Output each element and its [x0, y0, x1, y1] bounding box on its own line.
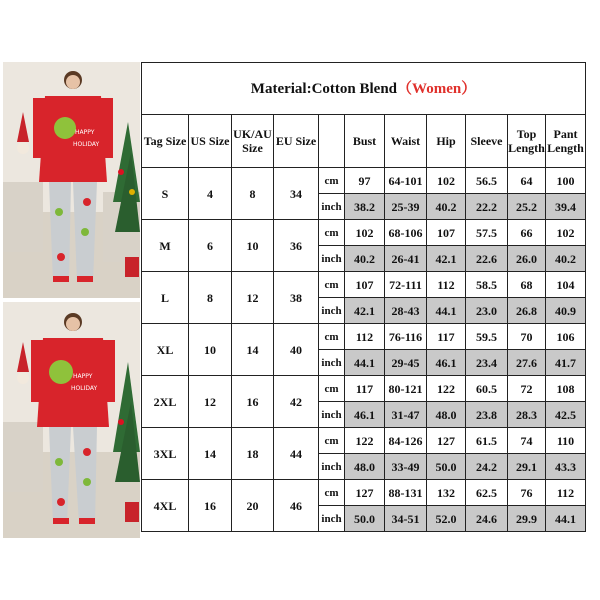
cm-value-cell: 102 — [345, 220, 385, 246]
inch-value-cell: 40.2 — [345, 246, 385, 272]
size-row-cm — [142, 272, 586, 298]
inch-value-cell: 50.0 — [345, 506, 385, 532]
size-ukau-cell: 16 — [232, 376, 274, 428]
inch-value-cell: 43.3 — [546, 454, 586, 480]
size-us-cell: 4 — [189, 168, 232, 220]
inch-value-cell: 23.8 — [466, 402, 508, 428]
product-photo-side — [3, 302, 140, 538]
inch-value-cell: 39.4 — [546, 194, 586, 220]
size-row-cm — [142, 220, 586, 246]
unit-inch-cell: inch — [319, 454, 345, 480]
cm-value-cell: 110 — [546, 428, 586, 454]
svg-text:HOLIDAY: HOLIDAY — [71, 385, 98, 392]
inch-value-cell: 33-49 — [385, 454, 427, 480]
inch-value-cell: 28.3 — [508, 402, 546, 428]
size-tag-cell: 4XL — [142, 480, 189, 532]
header-ukau-size: UK/AU Size — [232, 115, 274, 168]
cm-value-cell: 127 — [427, 428, 466, 454]
material-label: Material:Cotton Blend — [250, 80, 398, 97]
inch-value-cell: 44.1 — [546, 506, 586, 532]
unit-inch-cell: inch — [319, 246, 345, 272]
size-eu-cell: 36 — [274, 220, 319, 272]
size-tag-cell: M — [142, 220, 189, 272]
size-chart-table — [141, 62, 586, 532]
inch-value-cell: 29.1 — [508, 454, 546, 480]
cm-value-cell: 62.5 — [466, 480, 508, 506]
cm-value-cell: 127 — [345, 480, 385, 506]
cm-value-cell: 76-116 — [385, 324, 427, 350]
inch-value-cell: 40.2 — [546, 246, 586, 272]
size-row-cm — [142, 324, 586, 350]
svg-text:HOLIDAY: HOLIDAY — [73, 141, 100, 148]
inch-value-cell: 27.6 — [508, 350, 546, 376]
cm-value-cell: 97 — [345, 168, 385, 194]
gender-label: （Women） — [397, 80, 477, 97]
size-eu-cell: 34 — [274, 168, 319, 220]
cm-value-cell: 132 — [427, 480, 466, 506]
cm-value-cell: 108 — [546, 376, 586, 402]
unit-cm-cell: cm — [319, 324, 345, 350]
inch-value-cell: 48.0 — [427, 402, 466, 428]
inch-value-cell: 26.8 — [508, 298, 546, 324]
product-photo-front — [3, 62, 140, 298]
inch-value-cell: 28-43 — [385, 298, 427, 324]
header-bust: Bust — [345, 115, 385, 168]
unit-cm-cell: cm — [319, 376, 345, 402]
unit-inch-cell: inch — [319, 402, 345, 428]
unit-cm-cell: cm — [319, 168, 345, 194]
size-tag-cell: L — [142, 272, 189, 324]
inch-value-cell: 25-39 — [385, 194, 427, 220]
header-row — [142, 115, 586, 168]
size-ukau-cell: 8 — [232, 168, 274, 220]
inch-value-cell: 40.9 — [546, 298, 586, 324]
inch-value-cell: 42.1 — [345, 298, 385, 324]
size-ukau-cell: 10 — [232, 220, 274, 272]
size-eu-cell: 38 — [274, 272, 319, 324]
size-ukau-cell: 18 — [232, 428, 274, 480]
size-eu-cell: 46 — [274, 480, 319, 532]
inch-value-cell: 48.0 — [345, 454, 385, 480]
inch-value-cell: 29-45 — [385, 350, 427, 376]
cm-value-cell: 117 — [427, 324, 466, 350]
cm-value-cell: 68 — [508, 272, 546, 298]
header-waist: Waist — [385, 115, 427, 168]
header-eu-size: EU Size — [274, 115, 319, 168]
cm-value-cell: 106 — [546, 324, 586, 350]
size-us-cell: 10 — [189, 324, 232, 376]
cm-value-cell: 80-121 — [385, 376, 427, 402]
cm-value-cell: 107 — [345, 272, 385, 298]
header-unit — [319, 115, 345, 168]
cm-value-cell: 58.5 — [466, 272, 508, 298]
inch-value-cell: 42.1 — [427, 246, 466, 272]
inch-value-cell: 23.4 — [466, 350, 508, 376]
inch-value-cell: 22.2 — [466, 194, 508, 220]
cm-value-cell: 102 — [546, 220, 586, 246]
size-eu-cell: 40 — [274, 324, 319, 376]
size-ukau-cell: 20 — [232, 480, 274, 532]
size-ukau-cell: 12 — [232, 272, 274, 324]
header-hip: Hip — [427, 115, 466, 168]
cm-value-cell: 72-111 — [385, 272, 427, 298]
size-us-cell: 8 — [189, 272, 232, 324]
cm-value-cell: 84-126 — [385, 428, 427, 454]
inch-value-cell: 24.2 — [466, 454, 508, 480]
inch-value-cell: 29.9 — [508, 506, 546, 532]
unit-cm-cell: cm — [319, 428, 345, 454]
cm-value-cell: 72 — [508, 376, 546, 402]
inch-value-cell: 24.6 — [466, 506, 508, 532]
unit-inch-cell: inch — [319, 506, 345, 532]
size-us-cell: 6 — [189, 220, 232, 272]
inch-value-cell: 46.1 — [427, 350, 466, 376]
unit-inch-cell: inch — [319, 350, 345, 376]
size-row-cm — [142, 428, 586, 454]
inch-value-cell: 52.0 — [427, 506, 466, 532]
size-row-cm — [142, 168, 586, 194]
inch-value-cell: 44.1 — [345, 350, 385, 376]
header-us-size: US Size — [189, 115, 232, 168]
cm-value-cell: 74 — [508, 428, 546, 454]
size-ukau-cell: 14 — [232, 324, 274, 376]
cm-value-cell: 60.5 — [466, 376, 508, 402]
cm-value-cell: 64-101 — [385, 168, 427, 194]
cm-value-cell: 122 — [345, 428, 385, 454]
product-photo-column — [3, 62, 140, 538]
cm-value-cell: 88-131 — [385, 480, 427, 506]
inch-value-cell: 50.0 — [427, 454, 466, 480]
size-tag-cell: 2XL — [142, 376, 189, 428]
header-tag-size: Tag Size — [142, 115, 189, 168]
chart-title — [142, 63, 586, 115]
svg-text:HAPPY: HAPPY — [75, 129, 95, 136]
unit-cm-cell: cm — [319, 480, 345, 506]
cm-value-cell: 104 — [546, 272, 586, 298]
unit-cm-cell: cm — [319, 220, 345, 246]
inch-value-cell: 41.7 — [546, 350, 586, 376]
inch-value-cell: 22.6 — [466, 246, 508, 272]
inch-value-cell: 40.2 — [427, 194, 466, 220]
size-row-cm — [142, 376, 586, 402]
size-us-cell: 14 — [189, 428, 232, 480]
inch-value-cell: 38.2 — [345, 194, 385, 220]
inch-value-cell: 42.5 — [546, 402, 586, 428]
cm-value-cell: 64 — [508, 168, 546, 194]
svg-text:HAPPY: HAPPY — [73, 373, 93, 380]
cm-value-cell: 102 — [427, 168, 466, 194]
size-tag-cell: S — [142, 168, 189, 220]
cm-value-cell: 112 — [427, 272, 466, 298]
inch-value-cell: 25.2 — [508, 194, 546, 220]
inch-value-cell: 26-41 — [385, 246, 427, 272]
unit-inch-cell: inch — [319, 194, 345, 220]
size-tag-cell: 3XL — [142, 428, 189, 480]
cm-value-cell: 117 — [345, 376, 385, 402]
inch-value-cell: 31-47 — [385, 402, 427, 428]
cm-value-cell: 112 — [546, 480, 586, 506]
cm-value-cell: 76 — [508, 480, 546, 506]
inch-value-cell: 26.0 — [508, 246, 546, 272]
inch-value-cell: 44.1 — [427, 298, 466, 324]
size-eu-cell: 44 — [274, 428, 319, 480]
unit-cm-cell: cm — [319, 272, 345, 298]
inch-value-cell: 23.0 — [466, 298, 508, 324]
cm-value-cell: 56.5 — [466, 168, 508, 194]
cm-value-cell: 107 — [427, 220, 466, 246]
cm-value-cell: 70 — [508, 324, 546, 350]
size-row-cm — [142, 480, 586, 506]
size-tag-cell: XL — [142, 324, 189, 376]
inch-value-cell: 46.1 — [345, 402, 385, 428]
size-eu-cell: 42 — [274, 376, 319, 428]
unit-inch-cell: inch — [319, 298, 345, 324]
cm-value-cell: 66 — [508, 220, 546, 246]
cm-value-cell: 61.5 — [466, 428, 508, 454]
cm-value-cell: 68-106 — [385, 220, 427, 246]
size-us-cell: 16 — [189, 480, 232, 532]
cm-value-cell: 112 — [345, 324, 385, 350]
header-pant-length: Pant Length — [546, 115, 586, 168]
cm-value-cell: 59.5 — [466, 324, 508, 350]
cm-value-cell: 100 — [546, 168, 586, 194]
header-sleeve: Sleeve — [466, 115, 508, 168]
cm-value-cell: 57.5 — [466, 220, 508, 246]
inch-value-cell: 34-51 — [385, 506, 427, 532]
size-us-cell: 12 — [189, 376, 232, 428]
cm-value-cell: 122 — [427, 376, 466, 402]
header-top-length: Top Length — [508, 115, 546, 168]
